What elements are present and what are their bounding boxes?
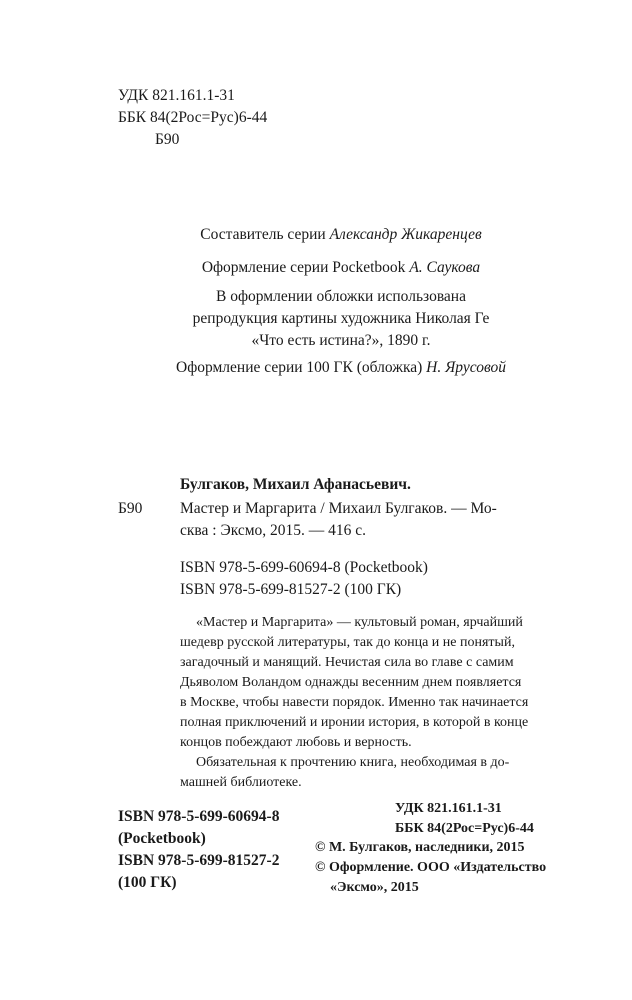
credit-series100: [0, 357, 632, 379]
annotation-line-5: в Москве, чтобы навести порядок. Именно так начинается: [180, 695, 529, 710]
record-title-line2: сква : Эксмо, 2015. — 416 с.: [180, 522, 367, 539]
annotation-line-4: Дьяволом Воландом однажды весенним днем появляется: [180, 675, 522, 690]
record-mark: Б90: [118, 500, 143, 517]
bbk-bottom: ББК 84(2Рос=Рус)6-44: [395, 821, 534, 836]
series-compiler-label: Составитель серии: [200, 226, 326, 243]
cover-note-line1: В оформлении обложки использована: [216, 288, 466, 305]
annotation-line-2: шедевр русской литературы, так до конца и не понятый,: [180, 635, 515, 650]
record-isbn2: ISBN 978-5-699-81527-2 (100 ГК): [180, 581, 402, 598]
credit-series-design: [0, 257, 632, 279]
record-title-line1: Мастер и Маргарита / Михаил Булгаков. — Мо-: [180, 500, 497, 517]
series100-name: Н. Ярусовой: [426, 359, 506, 376]
copyright-line1: © М. Булгаков, наследники, 2015: [315, 840, 525, 855]
copyright-line3: «Эксмо», 2015: [330, 880, 419, 895]
annotation-line-9: машней библиотеке.: [180, 775, 302, 790]
series-design-label: Оформление серии Pocketbook: [201, 259, 406, 276]
annotation-line-6: полная приключений и иронии история, в которой в конце: [180, 715, 529, 730]
cover-note-line2: репродукция картины художника Николая Ге: [192, 310, 490, 327]
isbn-block-line3: ISBN 978-5-699-81527-2: [118, 852, 280, 869]
annotation-line-1: «Мастер и Маргарита» — культовый роман, ярчайший: [196, 615, 523, 630]
bbk-top: ББК 84(2Рос=Рус)6-44: [118, 109, 268, 126]
series-design-name: А. Саукова: [409, 259, 481, 276]
author-mark-top: Б90: [155, 131, 180, 148]
author-heading: Булгаков, Михаил Афанасьевич.: [180, 476, 411, 493]
record-isbn1: ISBN 978-5-699-60694-8 (Pocketbook): [180, 559, 428, 576]
series100-label: Оформление серии 100 ГК (обложка): [176, 359, 423, 376]
annotation-line-7: концов побеждают любовь и верность.: [180, 735, 412, 750]
copyright-line2: © Оформление. ООО «Издательство: [315, 860, 547, 875]
annotation-line-3: загадочный и манящий. Нечистая сила во главе с самим: [180, 655, 514, 670]
udk-bottom: УДК 821.161.1-31: [395, 801, 502, 816]
isbn-block-line4: (100 ГК): [118, 874, 177, 891]
cover-note-line3: «Что есть истина?», 1890 г.: [251, 332, 431, 349]
credit-series-compiler: [0, 224, 632, 246]
series-compiler-name: Александр Жикаренцев: [329, 226, 482, 243]
udk-top: УДК 821.161.1-31: [118, 87, 235, 104]
isbn-block-line2: (Pocketbook): [118, 830, 206, 847]
annotation-line-8: Обязательная к прочтению книга, необходимая в до-: [196, 755, 510, 770]
isbn-block-line1: ISBN 978-5-699-60694-8: [118, 808, 280, 825]
